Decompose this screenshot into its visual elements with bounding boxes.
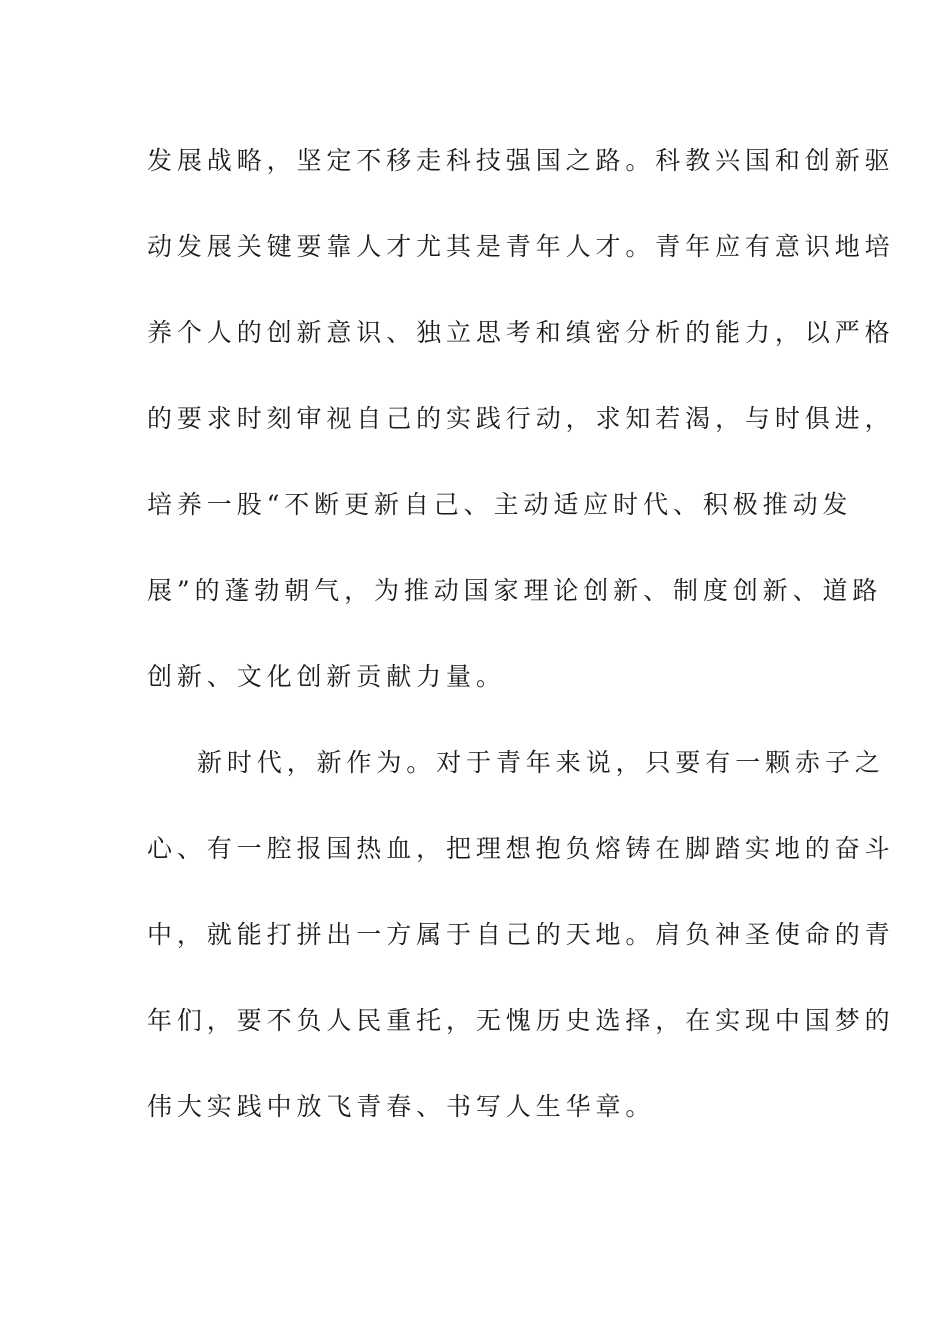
text-line: 培养一股“不断更新自己、主动适应时代、积极推动发 <box>147 490 853 519</box>
text-line: 心、有一腔报国热血，把理想抱负熔铸在脚踏实地的奋斗 <box>147 834 895 863</box>
text-line: 年们，要不负人民重托，无愧历史选择，在实现中国梦的 <box>147 1006 895 1035</box>
text-line: 新时代，新作为。对于青年来说，只要有一颗赤子之 <box>197 748 885 777</box>
text-line: 发展战略，坚定不移走科技强国之路。科教兴国和创新驱 <box>147 146 895 175</box>
text-line: 展”的蓬勃朝气，为推动国家理论创新、制度创新、道路 <box>147 576 883 605</box>
text-line: 中，就能打拼出一方属于自己的天地。肩负神圣使命的青 <box>147 920 895 949</box>
text-line: 的要求时刻审视自己的实践行动，求知若渴，与时俱进， <box>147 404 895 433</box>
text-line: 创新、文化创新贡献力量。 <box>147 662 506 691</box>
text-line: 养个人的创新意识、独立思考和缜密分析的能力，以严格 <box>147 318 895 347</box>
text-line: 伟大实践中放飞青春、书写人生华章。 <box>147 1092 656 1121</box>
text-line: 动发展关键要靠人才尤其是青年人才。青年应有意识地培 <box>147 232 895 261</box>
